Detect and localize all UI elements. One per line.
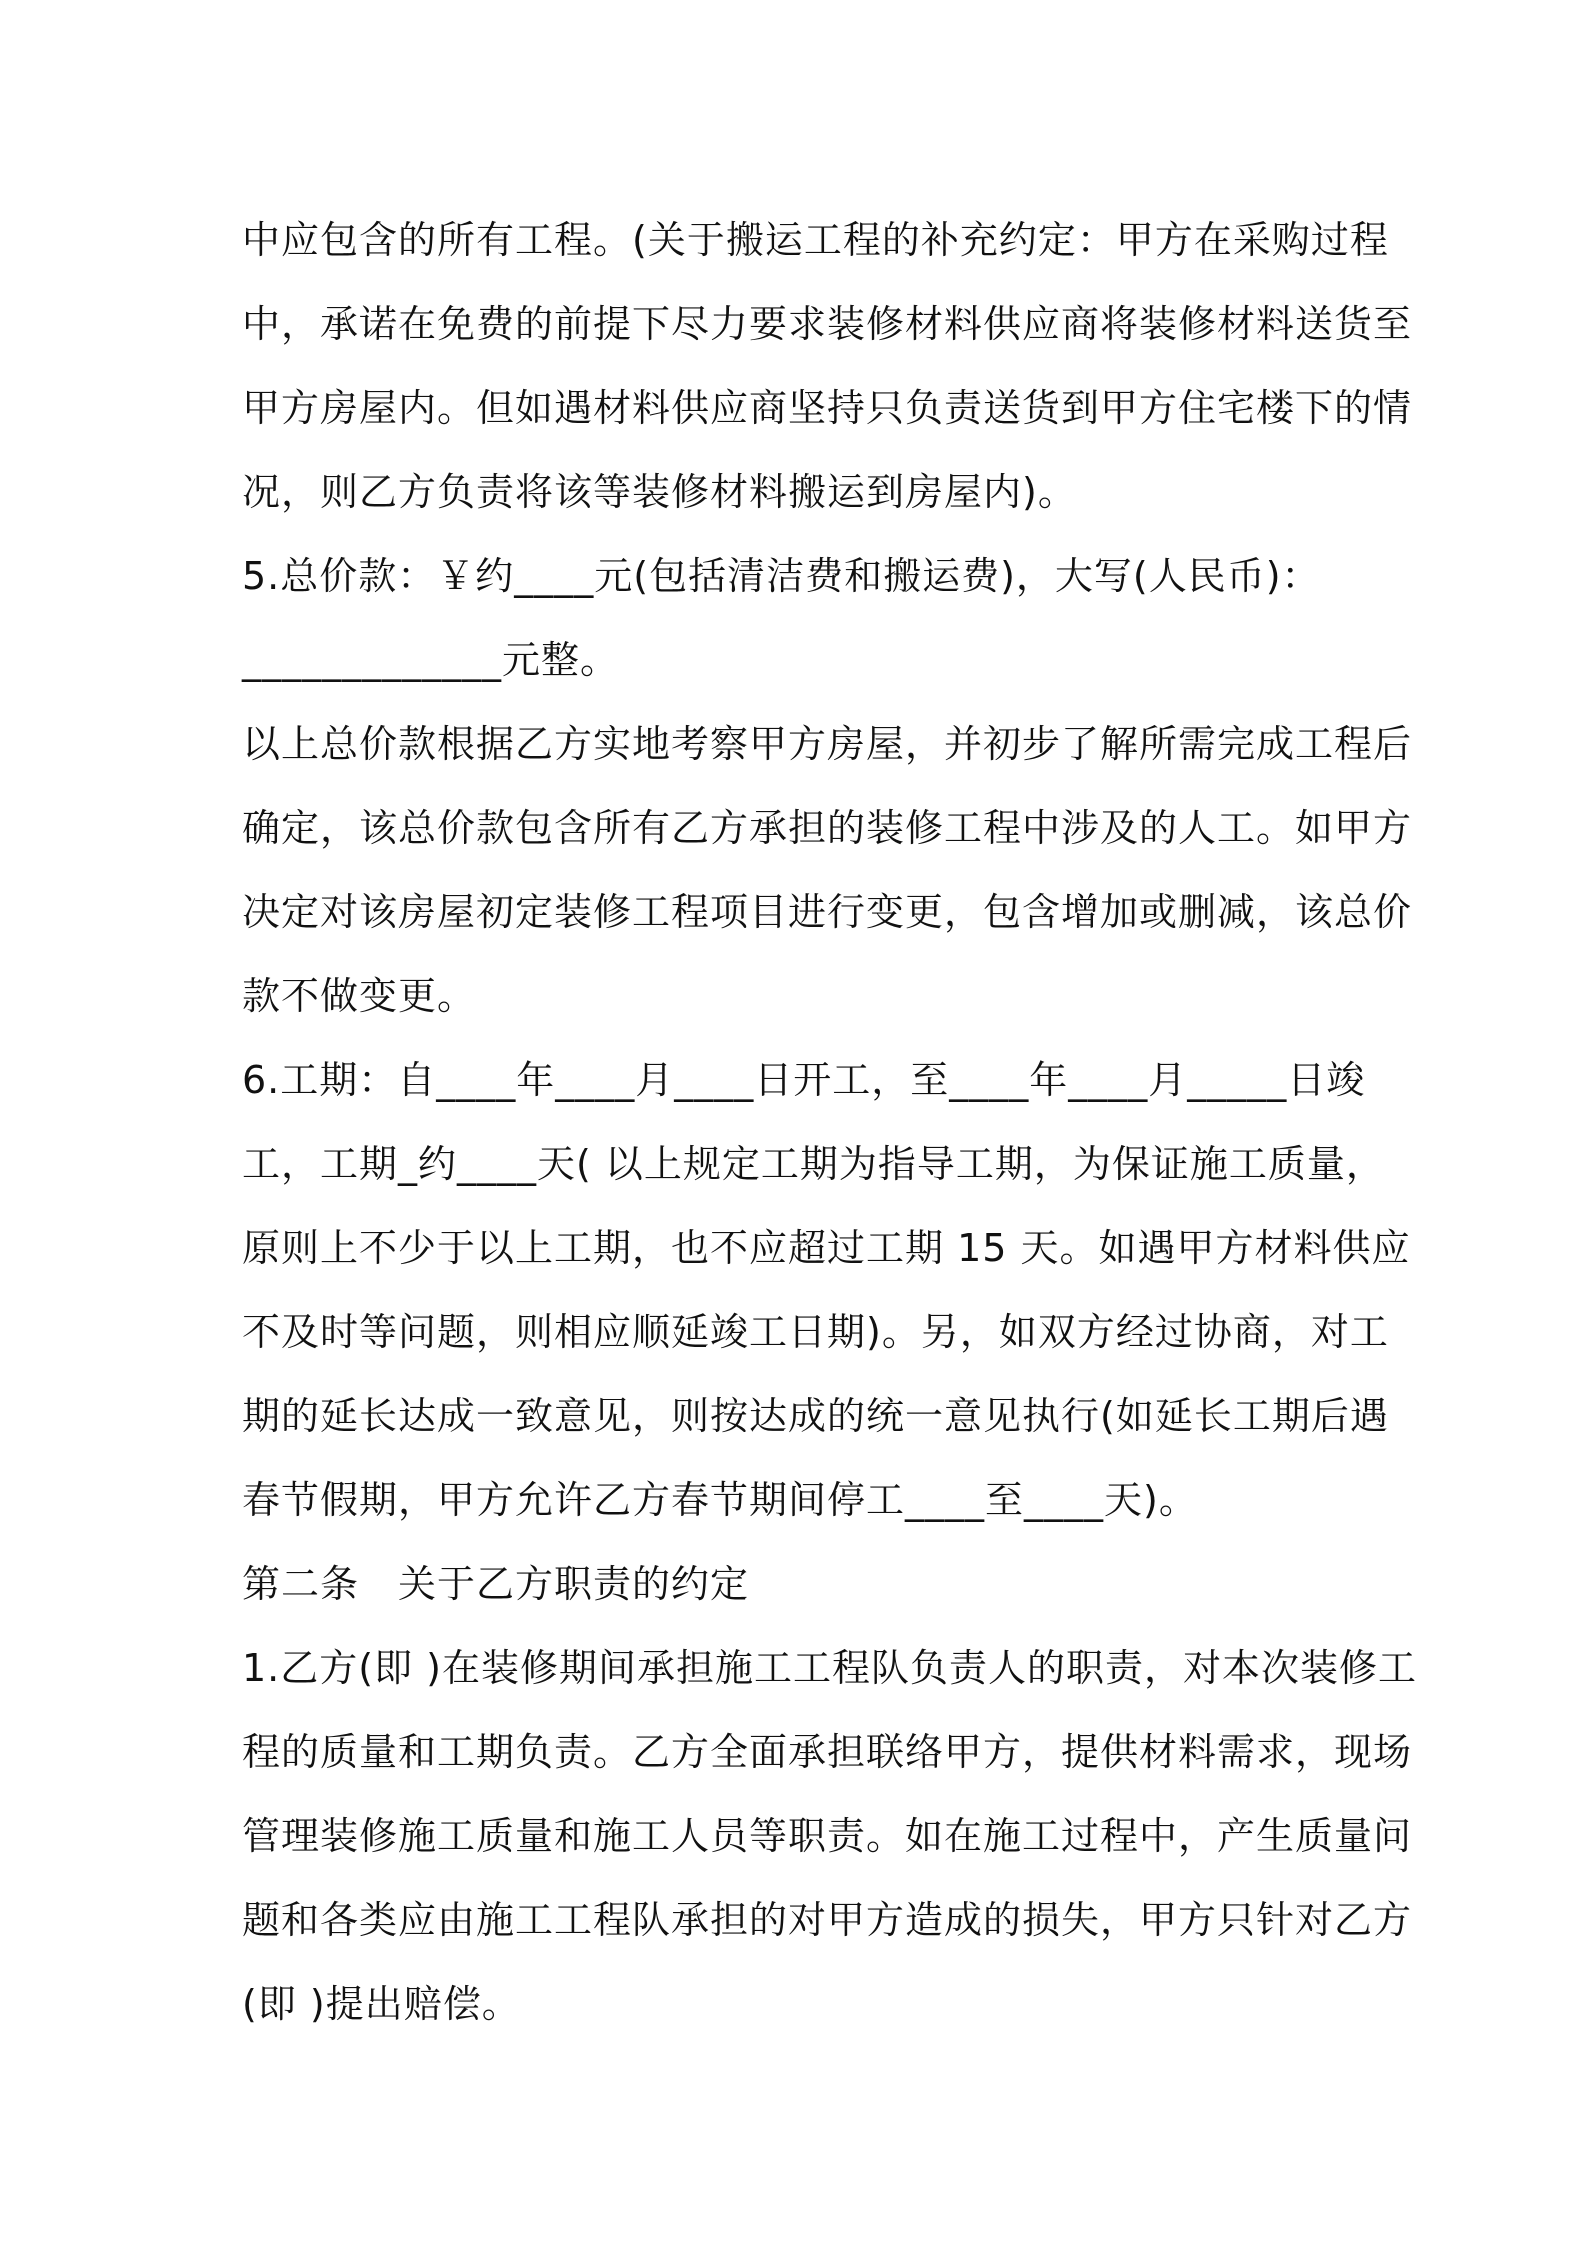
text-line: 题和各类应由施工工程队承担的对甲方造成的损失，甲方只针对乙方 [242, 1898, 1413, 1942]
text-line: 况，则乙方负责将该等装修材料搬运到房屋内)。 [242, 470, 1077, 514]
text-line: 款不做变更。 [242, 974, 477, 1018]
article-2-heading: 第二条 关于乙方职责的约定 [242, 1562, 750, 1606]
text-line: 不及时等问题，则相应顺延竣工日期)。另，如双方经过协商，对工 [242, 1310, 1389, 1354]
text-line: (即 )提出赔偿。 [242, 1982, 521, 2026]
text-line: 确定，该总价款包含所有乙方承担的装修工程中涉及的人工。如甲方 [242, 806, 1413, 850]
clause-6-schedule: 6.工期：自____年____月____日开工，至____年____月_____日竣 [242, 1058, 1366, 1102]
text-line: 工，工期_约____天( 以上规定工期为指导工期，为保证施工质量， [242, 1142, 1385, 1186]
text-line: 原则上不少于以上工期，也不应超过工期 15 天。如遇甲方材料供应 [242, 1226, 1411, 1270]
text-line: 1.乙方(即 )在装修期间承担施工工程队负责人的职责，对本次装修工 [242, 1646, 1417, 1690]
text-line: 甲方房屋内。但如遇材料供应商坚持只负责送货到甲方住宅楼下的情 [242, 386, 1413, 430]
text-line: 期的延长达成一致意见，则按达成的统一意见执行(如延长工期后遇 [242, 1394, 1389, 1438]
text-line: 程的质量和工期负责。乙方全面承担联络甲方，提供材料需求，现场 [242, 1730, 1413, 1774]
clause-5-total-price: 5.总价款：￥约____元(包括清洁费和搬运费)，大写(人民币)： [242, 554, 1321, 598]
text-line: 中，承诺在免费的前提下尽力要求装修材料供应商将装修材料送货至 [242, 302, 1413, 346]
text-line: 管理装修施工质量和施工人员等职责。如在施工过程中，产生质量问 [242, 1814, 1413, 1858]
text-line: 中应包含的所有工程。(关于搬运工程的补充约定：甲方在采购过程 [242, 218, 1389, 262]
text-line: 春节假期，甲方允许乙方春节期间停工____至____天)。 [242, 1478, 1198, 1522]
text-line: 以上总价款根据乙方实地考察甲方房屋，并初步了解所需完成工程后 [242, 722, 1413, 766]
text-line: 决定对该房屋初定装修工程项目进行变更，包含增加或删减，该总价 [242, 890, 1413, 934]
text-line: _____________元整。 [242, 638, 620, 682]
document-page [242, 198, 1417, 2046]
